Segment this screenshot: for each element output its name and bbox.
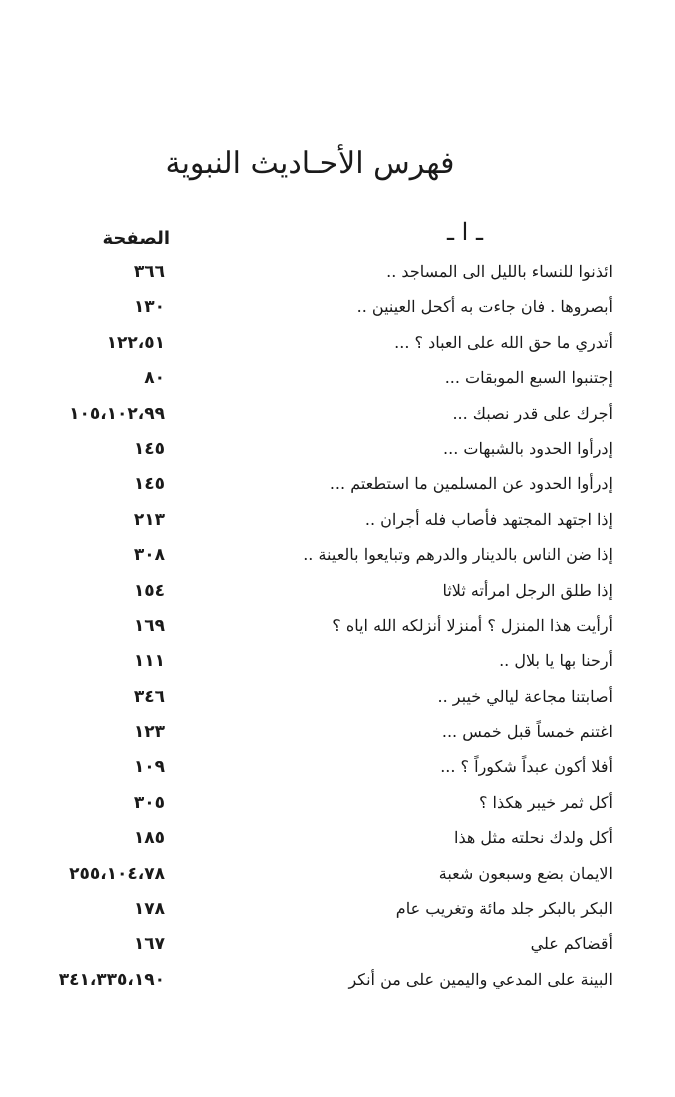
hadith-text: ائذنوا للنساء بالليل الى المساجد ..	[386, 262, 613, 281]
page-numbers: ٣٦٦	[133, 262, 165, 282]
hadith-text: أصابتنا مجاعة ليالي خيبر ..	[437, 686, 613, 706]
index-entry	[0, 258, 675, 293]
index-entry	[0, 364, 675, 399]
page-numbers: ١١١	[133, 651, 165, 672]
page-numbers: ١٣٠	[133, 297, 165, 318]
hadith-text: البينة على المدعي واليمين على من أنكر	[348, 969, 613, 989]
hadith-text: أقضاكم علي	[530, 934, 613, 954]
hadith-text: الايمان بضع وسبعون شعبة	[438, 863, 613, 883]
index-entry	[0, 470, 675, 505]
page-numbers: ١٦٧	[133, 934, 165, 955]
index-entry	[0, 293, 675, 328]
hadith-text: إذا طلق الرجل امرأته ثلاثا	[442, 580, 613, 600]
index-entry	[0, 435, 675, 470]
hadith-text: أفلا أكون عبداً شكوراً ؟ ...	[440, 757, 613, 777]
index-entry	[0, 577, 675, 612]
index-entry	[0, 860, 675, 895]
page-numbers: ١٢٣	[133, 722, 165, 743]
index-entry	[0, 541, 675, 576]
hadith-text: أرأيت هذا المنزل ؟ أمنزلا أنزلكه الله اياه ؟	[332, 615, 613, 635]
page-numbers: ٣٤١،٣٣٥،١٩٠	[58, 969, 165, 990]
page-numbers: ١٦٩	[133, 615, 165, 636]
page-numbers: ٣٠٨	[133, 545, 165, 566]
index-entry	[0, 895, 675, 930]
page-numbers: ١٨٥	[133, 828, 165, 849]
hadith-text: أكل ثمر خيبر هكذا ؟	[478, 792, 613, 812]
page-numbers: ١٤٥	[133, 474, 165, 495]
page-numbers: ١٢٢،٥١	[106, 332, 165, 353]
index-entry	[0, 718, 675, 753]
index-entry	[0, 930, 675, 965]
hadith-text: أتدري ما حق الله على العباد ؟ ...	[394, 332, 613, 352]
page-numbers: ١٠٥،١٠٢،٩٩	[69, 403, 165, 424]
index-entry	[0, 824, 675, 859]
index-entry	[0, 400, 675, 435]
index-entry	[0, 612, 675, 647]
index-entry	[0, 647, 675, 682]
page-numbers: ٢١٣	[133, 509, 165, 530]
index-entry	[0, 966, 675, 1001]
index-entry	[0, 329, 675, 364]
hadith-text: إدرأوا الحدود بالشبهات ...	[443, 438, 613, 458]
hadith-text: أكل ولدك نحلته مثل هذا	[454, 828, 613, 848]
page-numbers: ٣٠٥	[133, 792, 165, 813]
index-entry	[0, 789, 675, 824]
hadith-text: إدرأوا الحدود عن المسلمين ما استطعتم ...	[329, 474, 613, 494]
hadith-text: البكر بالبكر جلد مائة وتغريب عام	[395, 899, 613, 919]
hadith-text: إذا ضن الناس بالدينار والدرهم وتبايعوا بالعينة ..	[303, 545, 613, 565]
section-letter-heading: ـ ا ـ	[447, 218, 483, 246]
hadith-text: أبصروها . فان جاءت به أكحل العينين ..	[356, 297, 613, 317]
index-entry	[0, 506, 675, 541]
hadith-text: إذا اجتهد المجتهد فأصاب فله أجران ..	[364, 509, 613, 529]
page-numbers: ١٤٥	[133, 438, 165, 459]
hadith-text: إجتنبوا السبع الموبقات ...	[444, 368, 613, 388]
page-title: فهرس الأحـاديث النبوية	[165, 146, 455, 181]
index-entry	[0, 753, 675, 788]
page-numbers: ١٧٨	[133, 899, 165, 920]
page-numbers: ١٥٤	[133, 580, 165, 601]
index-entry	[0, 683, 675, 718]
hadith-text: أرحنا بها يا بلال ..	[499, 651, 613, 671]
page-column-header: الصفحة	[102, 228, 170, 249]
hadith-index-list	[0, 258, 675, 1001]
page-numbers: ١٠٩	[133, 757, 165, 778]
page-numbers: ٨٠	[144, 368, 165, 389]
hadith-text: أجرك على قدر نصبك ...	[452, 403, 613, 423]
page-numbers: ٢٥٥،١٠٤،٧٨	[69, 863, 165, 884]
hadith-text: اغتنم خمساً قبل خمس ...	[441, 722, 613, 742]
page-numbers: ٣٤٦	[133, 686, 165, 707]
